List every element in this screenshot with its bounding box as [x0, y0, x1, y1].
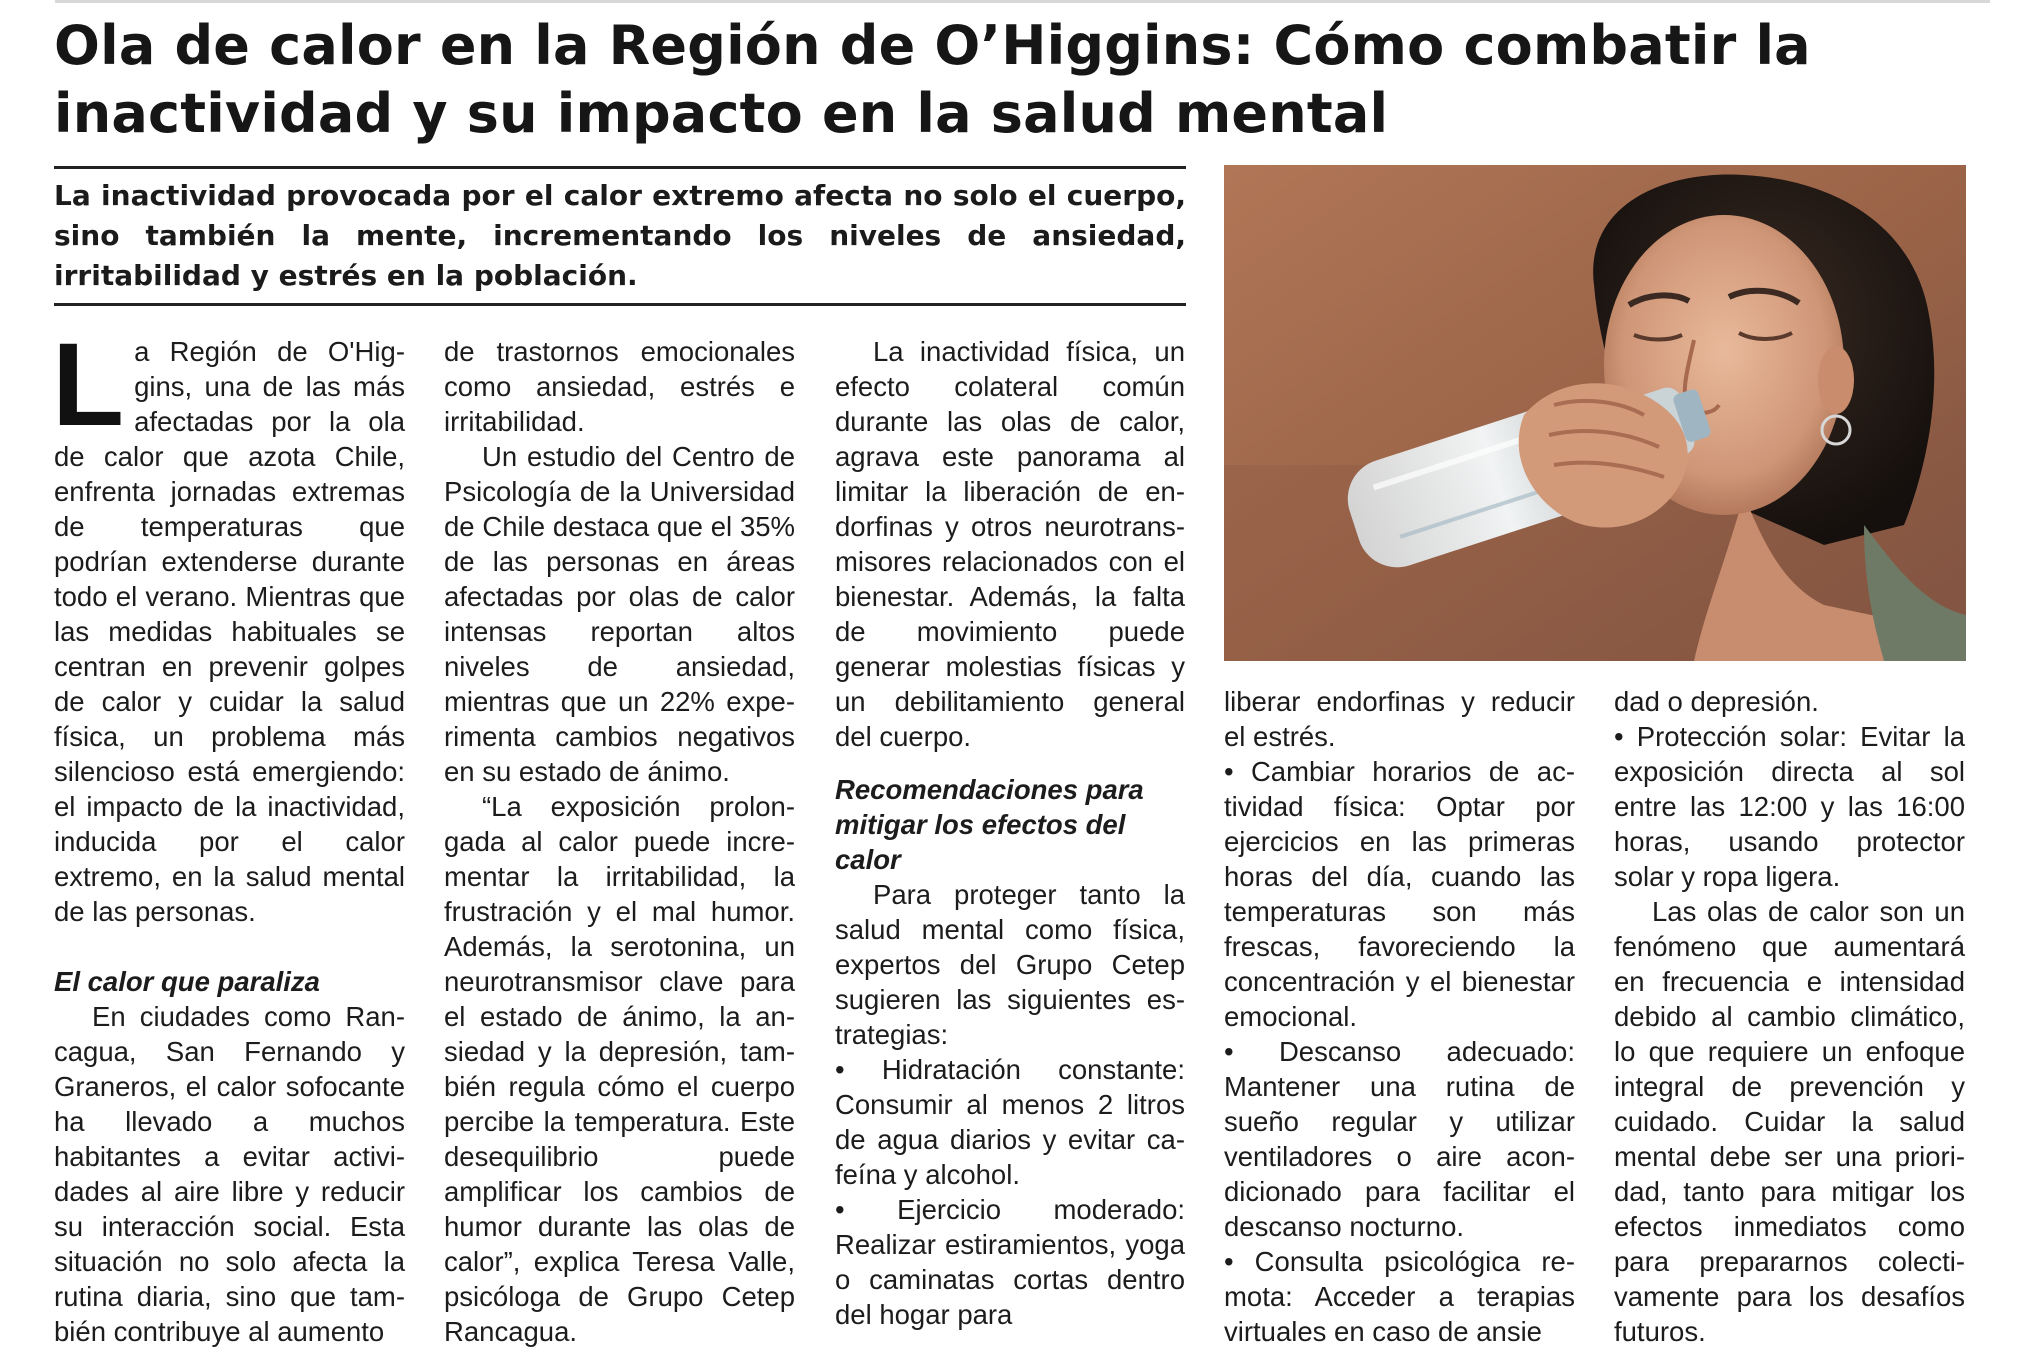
list-item-proteccion: • Protección solar: Evitar la exposición directa al sol entre las 12:00 y las 16:00 horas, usando protector solar y ropa ligera.	[1614, 721, 1965, 892]
intro-paragraph: La Región de O'Higgins, una de las más afectadas por la ola de calor que azota Chile, enfrenta jornadas extremas de temperaturas que podrían extenderse durante todo el verano. Mientras que las medidas habituales se centran en prevenir golpes de calor y cuidar la salud física, un problema más silencioso está emergiendo: el impacto de la inactividad, inducida por el calor extremo, en la salud mental de las personas.	[52, 319, 405, 927]
paragraph: Un estudio del Centro de Psicología de la Universidad de Chile destaca que el 35% de las personas en áreas afectadas por olas de calor intensas reportan altos niveles de ansiedad, mientras que un 22% experimenta cambios negativos en su estado de ánimo.	[444, 441, 795, 787]
top-divider	[55, 0, 1990, 3]
drop-cap: L	[52, 319, 125, 451]
deck-bottom-rule	[54, 303, 1186, 306]
paragraph: La inactividad física, un efecto colateral común durante las olas de calor, agrava este panorama al limitar la liberación de endorfinas y otros neurotransmisores relacionados con el bienestar. Además, la falta de movimiento puede generar molestias físicas y un debilitamiento general del cuerpo.	[835, 336, 1185, 752]
deck-top-rule	[54, 166, 1186, 169]
article-column-1	[52, 319, 405, 1349]
list-item-hidratacion: • Hidratación constante: Consumir al menos 2 litros de agua diarios y evitar cafeína y alcohol.	[835, 1054, 1185, 1190]
list-item-consulta: • Consulta psicológica remota: Acceder a terapias virtuales en caso de ansie	[1224, 1246, 1575, 1347]
list-item-ejercicio: • Ejercicio moderado: Realizar estiramientos, yoga o caminatas cortas dentro del hogar para	[835, 1194, 1185, 1330]
headline: Ola de calor en la Región de O’Higgins: Cómo combatir la inactividad y su impacto en la salud mental	[54, 14, 1811, 145]
closing-paragraph: Las olas de calor son un fenómeno que aumentará en frecuencia e intensidad debido al cambio climático, lo que requiere un enfoque integral de prevención y cuidado. Cuidar la salud mental debe ser una prioridad, tanto para mitigar los efectos inmediatos como para prepararnos colectivamente para los desafíos futuros.	[1614, 896, 1965, 1347]
article-photo	[1224, 165, 1966, 661]
subheading-recomendaciones: Recomendaciones para mitigar los efectos del calor	[835, 774, 1144, 875]
list-item-horarios: • Cambiar horarios de actividad física: Optar por ejercicios en las primeras horas del día, cuando las temperaturas son más frescas, favoreciendo la concentración y el bienestar emocional.	[1224, 756, 1575, 1032]
deck: La inactividad provocada por el calor extremo afecta no solo el cuerpo, sino también la mente, incrementando los niveles de ansiedad, irritabilidad y estrés en la población.	[54, 179, 1186, 292]
paragraph: de trastornos emocionales como ansiedad, estrés e irritabilidad.	[444, 336, 795, 437]
paragraph: En ciudades como Rancagua, San Fernando y Graneros, el calor sofocante ha llevado a muchos habitantes a evitar actividades al aire libre y reducir su interacción social. Esta situación no solo afecta la rutina diaria, sino que también contribuye al aumento	[54, 1001, 405, 1347]
list-item-descanso: • Descanso adecuado: Mantener una rutina de sueño regular y utilizar ventiladores o aire acondicionado para facilitar el descanso nocturno.	[1224, 1036, 1575, 1242]
subheading-calor-paraliza: El calor que paraliza	[54, 966, 320, 997]
paragraph: liberar endorfinas y reducir el estrés.	[1224, 686, 1575, 752]
woman-drinking-water-image	[1224, 165, 1966, 661]
paragraph: dad o depresión.	[1614, 686, 1819, 717]
quote-paragraph: “La exposición prolongada al calor puede incrementar la irritabilidad, la frustración y el mal humor. Además, la serotonina, un neurotransmisor clave para el estado de ánimo, la ansiedad y la depresión, también regula cómo el cuerpo percibe la temperatura. Este desequilibrio puede amplificar los cambios de humor durante las olas de calor”, explica Teresa Valle, psicóloga de Grupo Cetep Rancagua.	[444, 791, 795, 1347]
article-column-4	[1224, 684, 1575, 1349]
article-column-2	[444, 334, 795, 1349]
article-column-5	[1614, 684, 1965, 1349]
article-column-3	[835, 334, 1185, 1332]
paragraph: Para proteger tanto la salud mental como física, expertos del Grupo Cetep sugieren las siguientes estrategias:	[835, 879, 1185, 1050]
